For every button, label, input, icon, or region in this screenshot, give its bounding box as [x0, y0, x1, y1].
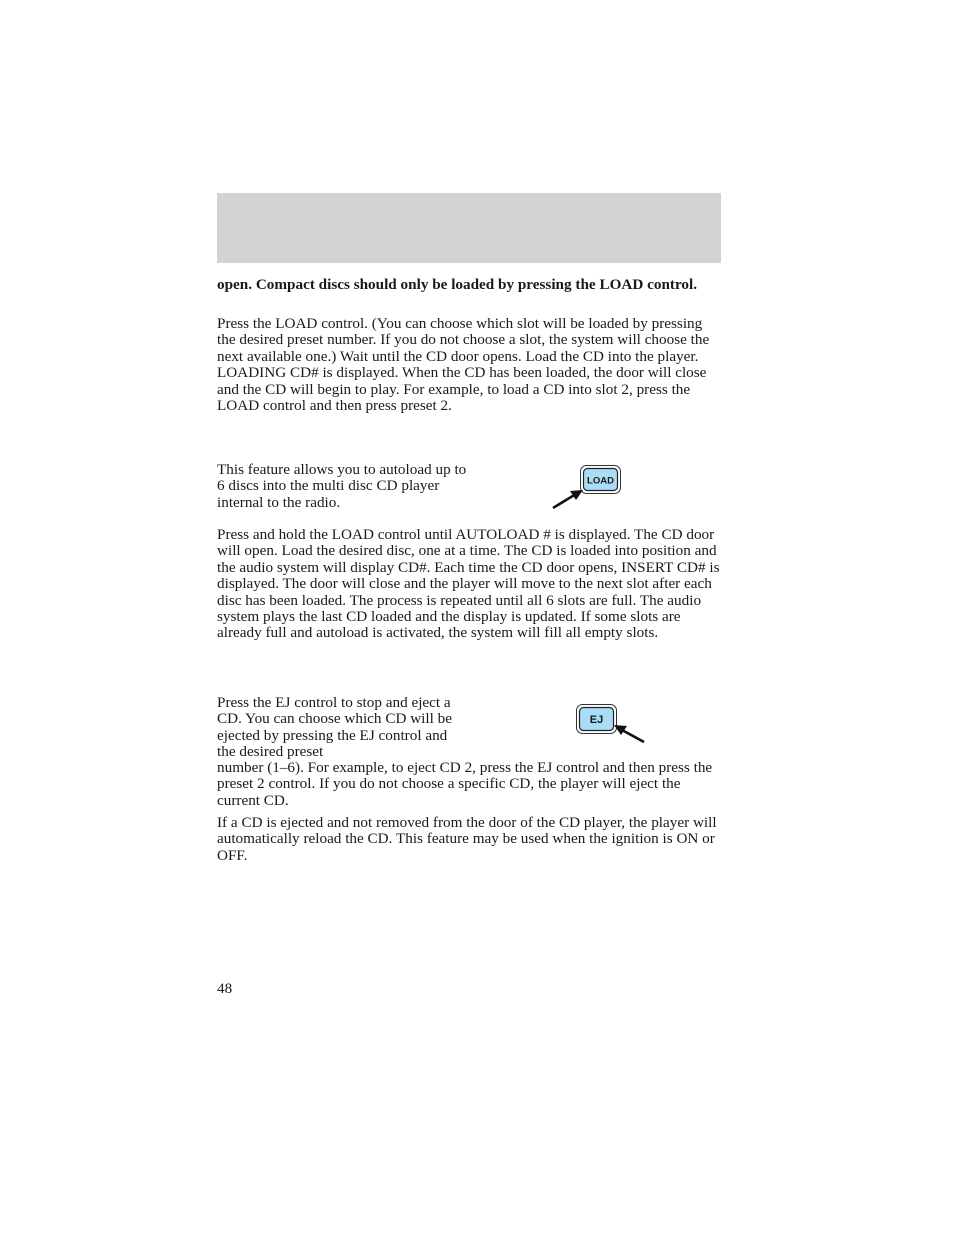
ej-button-label: EJ: [589, 714, 604, 726]
intro-bold-text: open. Compact discs should only be loaded by pressing the LOAD control.: [217, 276, 698, 293]
load-button-icon: [550, 463, 626, 511]
load-instructions-paragraph: Press the LOAD control. (You can choose which slot will be loaded by pressing the desired preset number. If you do not choose a slot, the system will choose the next available one.) Wait until the CD door opens. Load the CD into the player. LOADING CD# is displayed. When the CD has been loaded, the door will close and the CD will begin to play. For example, to load a CD into slot 2, press the LOAD control and then press preset 2.: [217, 315, 710, 415]
reload-paragraph: If a CD is ejected and not removed from the door of the CD player, the player will automatically reload the CD. This feature may be used when the ignition is ON or OFF.: [217, 814, 717, 864]
load-button-label: LOAD: [587, 475, 614, 487]
eject-button-icon: [574, 702, 650, 746]
autoload-paragraph: Press and hold the LOAD control until AUTOLOAD # is displayed. The CD door will open. Load the desired disc, one at a time. The CD is loaded into position and the audio system will display CD#. Each time the CD door opens, INSERT CD# is displayed. The door will close and the player will move to the next slot after each disc has been loaded. The process is repeated until all 6 slots are full. The audio system plays the last CD loaded and the display is updated. If some slots are already full and autoload is activated, the system will fill all empty slots.: [217, 526, 720, 642]
section-header-band: [217, 193, 721, 263]
autoload-intro-text: This feature allows you to autoload up to 6 discs into the multi disc CD player internal to the radio.: [217, 461, 467, 511]
eject-continued-paragraph: number (1–6). For example, to eject CD 2, press the EJ control and then press the preset 2 control. If you do not choose a specific CD, the player will eject the current CD.: [217, 759, 713, 809]
eject-intro-text: Press the EJ control to stop and eject a CD. You can choose which CD will be ejected by pressing the EJ control and the desired preset: [217, 694, 452, 761]
page-number: 48: [217, 980, 233, 997]
